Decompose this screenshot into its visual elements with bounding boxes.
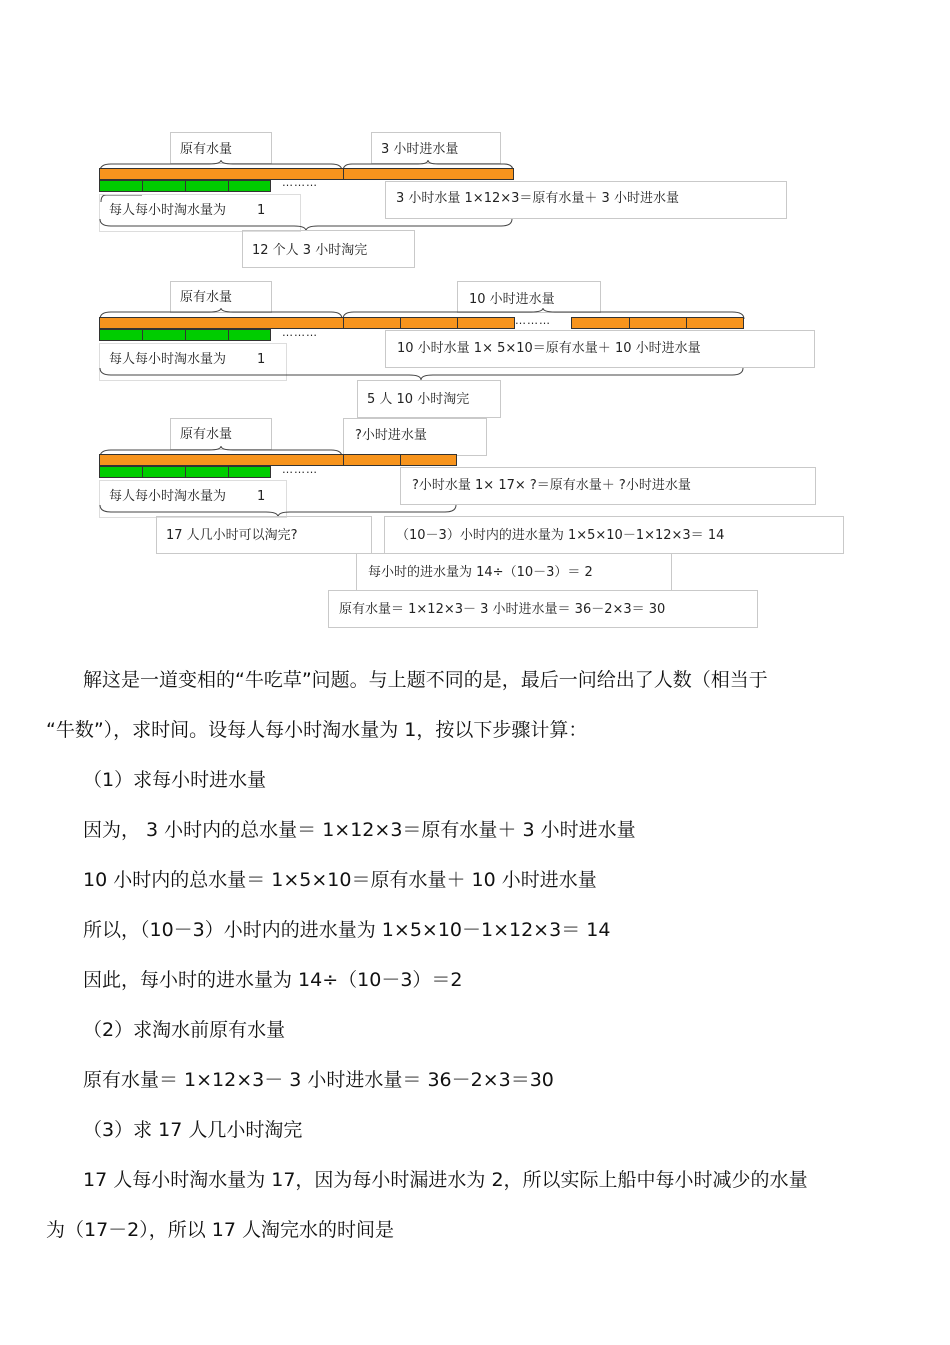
d3-inflow-label: ?小时进水量 <box>355 428 427 443</box>
d3-bailing-bar <box>99 466 271 478</box>
diagram-area <box>0 0 950 640</box>
step-1-line-4: 因此，每小时的进水量为 14÷（10－3）＝2 <box>83 969 463 991</box>
step-1-line-1: 因为， 3 小时内的总水量＝ 1×12×3＝原有水量＋ 3 小时进水量 <box>83 819 636 841</box>
d3-calc2: 每小时的进水量为 14÷（10－3）＝ 2 <box>368 565 593 580</box>
d2-per-person-value: 1 <box>257 352 266 367</box>
d2-dots-mid: ……… <box>515 314 551 327</box>
para-1b: “牛数”），求时间。设每人每小时淘水量为 1，按以下步骤计算： <box>46 719 588 741</box>
d2-equation: 10 小时水量 1× 5×10＝原有水量＋ 10 小时进水量 <box>397 341 701 356</box>
step-3-line-2: 为（17－2），所以 17 人淘完水的时间是 <box>46 1219 395 1241</box>
d2-original-label: 原有水量 <box>180 290 233 305</box>
d3-dots: ……… <box>282 463 318 476</box>
d1-bailing-bar <box>99 180 271 192</box>
d3-calc3: 原有水量＝ 1×12×3－ 3 小时进水量＝ 36－2×3＝ 30 <box>339 602 666 617</box>
d1-per-person: 每人每小时淘水量为 <box>109 203 227 218</box>
d2-per-person: 每人每小时淘水量为 <box>109 352 227 367</box>
d1-dots: ……… <box>282 176 318 189</box>
step-2-heading: （2）求淘水前原有水量 <box>83 1019 286 1041</box>
d2-dots: ……… <box>282 326 318 339</box>
d3-water-bar <box>99 454 457 466</box>
step-1-heading: （1）求每小时进水量 <box>83 769 267 791</box>
d1-people: 12 个人 3 小时淘完 <box>252 243 368 258</box>
d3-per-person: 每人每小时淘水量为 <box>109 489 227 504</box>
d1-original-label: 原有水量 <box>180 142 233 157</box>
step-2-line-1: 原有水量＝ 1×12×3－ 3 小时进水量＝ 36－2×3＝30 <box>83 1069 554 1091</box>
d2-water-bar-b <box>571 317 744 329</box>
step-3-line-1: 17 人每小时淘水量为 17，因为每小时漏进水为 2，所以实际上船中每小时减少的水量 <box>83 1169 808 1191</box>
d3-per-person-value: 1 <box>257 489 266 504</box>
d2-inflow-label: 10 小时进水量 <box>469 292 555 307</box>
step-3-heading: （3）求 17 人几小时淘完 <box>83 1119 303 1141</box>
d3-equation: ?小时水量 1× 17× ?＝原有水量＋ ?小时进水量 <box>412 478 691 493</box>
step-1-line-2: 10 小时内的总水量＝ 1×5×10＝原有水量＋ 10 小时进水量 <box>83 869 597 891</box>
d3-original-label: 原有水量 <box>180 427 233 442</box>
d2-people: 5 人 10 小时淘完 <box>367 392 470 407</box>
d3-question: 17 人几小时可以淘完? <box>166 528 298 543</box>
step-1-line-3: 所以，（10－3）小时内的进水量为 1×5×10－1×12×3＝ 14 <box>83 919 611 941</box>
d1-per-person-value: 1 <box>257 203 266 218</box>
d2-bailing-bar <box>99 329 271 341</box>
para-1a: 解这是一道变相的“牛吃草”问题。与上题不同的是，最后一问给出了人数（相当于 <box>83 669 768 691</box>
d1-equation: 3 小时水量 1×12×3＝原有水量＋ 3 小时进水量 <box>396 191 679 206</box>
d1-inflow-label: 3 小时进水量 <box>381 142 459 157</box>
d3-calc1: （10－3）小时内的进水量为 1×5×10－1×12×3＝ 14 <box>396 528 725 543</box>
d2-bottom-brace <box>99 367 745 381</box>
